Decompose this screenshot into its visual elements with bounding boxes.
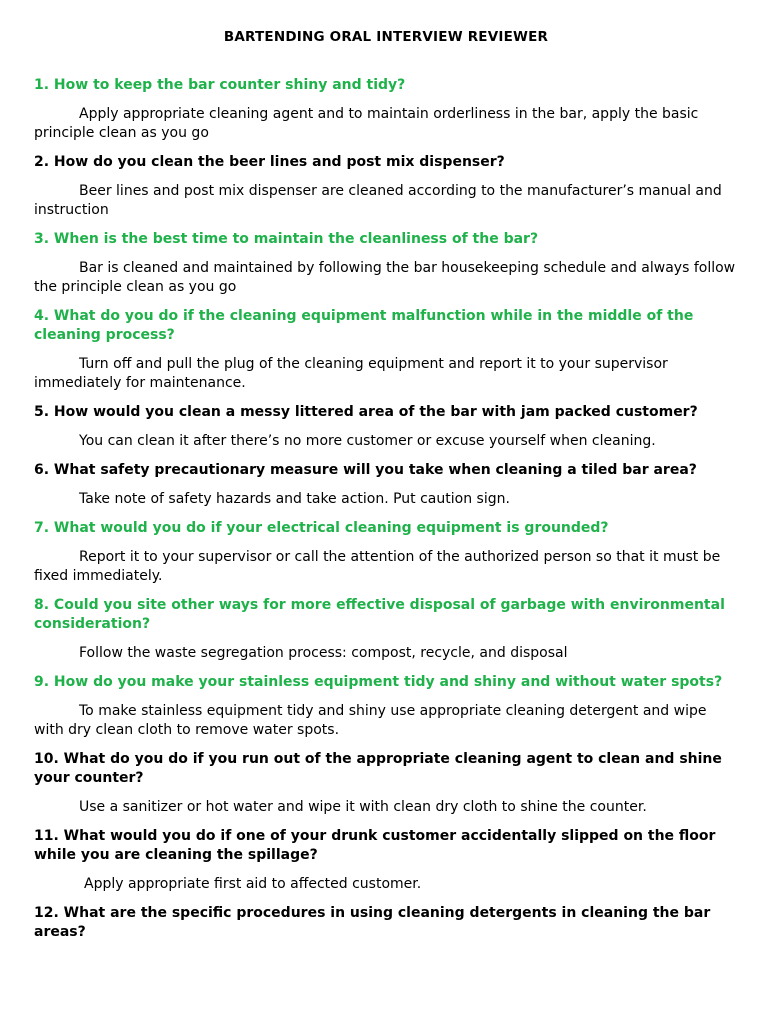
answer-5: You can clean it after there’s no more customer or excuse yourself when cleaning.: [79, 433, 656, 449]
question-3: 3. When is the best time to maintain the cleanliness of the bar?: [34, 231, 539, 247]
answer-1: Apply appropriate cleaning agent and to maintain orderliness in the bar, apply the basic principle clean as you go: [34, 106, 699, 141]
answer-11: Apply appropriate first aid to affected customer.: [84, 876, 422, 892]
question-8: 8. Could you site other ways for more effective disposal of garbage with environmental consideration?: [34, 597, 725, 632]
qa-item-7: [34, 519, 738, 586]
answer-10: Use a sanitizer or hot water and wipe it with clean dry cloth to shine the counter.: [79, 799, 647, 815]
qa-list: [34, 76, 738, 942]
document-title: BARTENDING ORAL INTERVIEW REVIEWER: [223, 29, 549, 45]
question-5: 5. How would you clean a messy littered area of the bar with jam packed customer?: [34, 404, 698, 420]
qa-item-9: [34, 673, 738, 740]
question-7: 7. What would you do if your electrical cleaning equipment is grounded?: [34, 520, 609, 536]
question-10: 10. What do you do if you run out of the appropriate cleaning agent to clean and shine your counter?: [34, 751, 722, 786]
question-1: 1. How to keep the bar counter shiny and tidy?: [34, 77, 406, 93]
qa-item-6: [34, 461, 738, 509]
answer-7: Report it to your supervisor or call the attention of the authorized person so that it must be fixed immediately.: [34, 549, 721, 584]
answer-3: Bar is cleaned and maintained by following the bar housekeeping schedule and always follow the principle clean as you go: [34, 260, 736, 295]
qa-item-2: [34, 153, 738, 220]
question-9: 9. How do you make your stainless equipment tidy and shiny and without water spots?: [34, 674, 723, 690]
question-12: 12. What are the specific procedures in using cleaning detergents in cleaning the bar areas?: [34, 905, 711, 940]
qa-item-12: [34, 904, 738, 942]
qa-item-8: [34, 596, 738, 663]
answer-9: To make stainless equipment tidy and shiny use appropriate cleaning detergent and wipe with dry clean cloth to remove water spots.: [34, 703, 707, 738]
qa-item-1: [34, 76, 738, 143]
answer-6: Take note of safety hazards and take action. Put caution sign.: [79, 491, 510, 507]
answer-2: Beer lines and post mix dispenser are cleaned according to the manufacturer’s manual and instruction: [34, 183, 722, 218]
qa-item-10: [34, 750, 738, 817]
answer-8: Follow the waste segregation process: compost, recycle, and disposal: [79, 645, 568, 661]
qa-item-4: [34, 307, 738, 393]
answer-4: Turn off and pull the plug of the cleaning equipment and report it to your supervisor immediately for maintenance.: [34, 356, 668, 391]
question-4: 4. What do you do if the cleaning equipment malfunction while in the middle of the cleaning process?: [34, 308, 694, 343]
question-2: 2. How do you clean the beer lines and post mix dispenser?: [34, 154, 505, 170]
question-6: 6. What safety precautionary measure will you take when cleaning a tiled bar area?: [34, 462, 697, 478]
qa-item-5: [34, 403, 738, 451]
qa-item-11: [34, 827, 738, 894]
question-11: 11. What would you do if one of your drunk customer accidentally slipped on the floor while you are cleaning the spillage?: [34, 828, 716, 863]
qa-item-3: [34, 230, 738, 297]
